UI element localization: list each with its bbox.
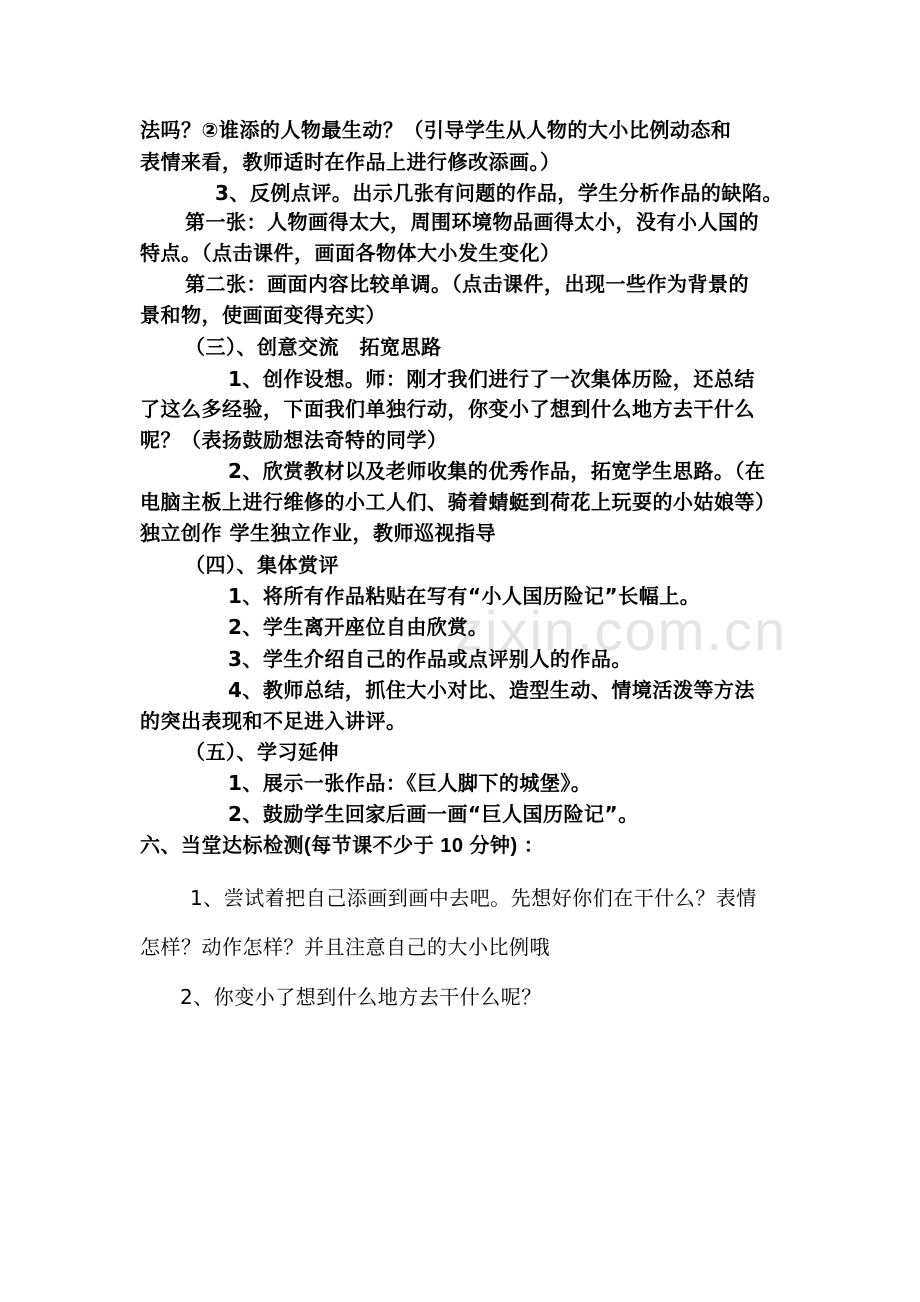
text-line: 独立创作 学生独立作业，教师巡视指导 <box>140 521 496 545</box>
section-heading: 六、当堂达标检测(每节课不少于 10 分钟) ： <box>140 835 545 857</box>
text-line: 2、欣赏教材以及老师收集的优秀作品，拓宽学生思路。（在 <box>228 459 766 483</box>
text-line: 了这么多经验，下面我们单独行动，你变小了想到什么地方去干什么 <box>140 397 755 421</box>
text-line: 的突出表现和不足进入讲评。 <box>140 709 407 733</box>
section-heading: （三）、创意交流 拓宽思路 <box>185 335 442 359</box>
text-line: 2、学生离开座位自由欣赏。 <box>228 615 489 639</box>
text-line: 1、尝试着把自己添画到画中去吧。先想好你们在干什么？表情 <box>190 886 757 910</box>
text-line: 2、你变小了想到什么地方去干什么呢？ <box>180 985 542 1009</box>
text-line: 1、创作设想。师：刚才我们进行了一次集体历险，还总结 <box>228 367 755 391</box>
text-line: 表情来看，教师适时在作品上进行修改添画。） <box>140 150 561 174</box>
section-heading: （五）、学习延伸 <box>185 740 339 764</box>
text-line: 法吗？②谁添的人物最生动？（引导学生从人物的大小比例动态和 <box>140 118 732 142</box>
watermark: zixin.com.cn <box>455 599 788 662</box>
text-line: 3、学生介绍自己的作品或点评别人的作品。 <box>228 647 632 671</box>
text-line: 第二张：画面内容比较单调。（点击课件，出现一些作为背景的 <box>185 272 749 296</box>
text-line: 呢？（表扬鼓励想法奇特的同学） <box>140 428 448 452</box>
text-line: 1、展示一张作品：《巨人脚下的城堡》。 <box>228 771 592 795</box>
text-line: 1、将所有作品粘贴在写有“小人国历险记”长幅上。 <box>228 584 701 608</box>
text-line: 2、鼓励学生回家后画一画“巨人国历险记”。 <box>228 802 639 826</box>
text-line: 怎样？动作怎样？并且注意自己的大小比例哦 <box>140 935 550 959</box>
text-line: 3、反例点评。出示几张有问题的作品，学生分析作品的缺陷。 <box>215 181 783 205</box>
text-line: 第一张：人物画得太大，周围环境物品画得太小，没有小人国的 <box>185 210 759 234</box>
section-heading: （四）、集体赏评 <box>185 553 339 577</box>
text-line: 电脑主板上进行维修的小工人们、骑着蜻蜓到荷花上玩耍的小姑娘等） <box>140 490 776 514</box>
text-line: 特点。（点击课件，画面各物体大小发生变化） <box>140 241 561 265</box>
text-line: 景和物，使画面变得充实） <box>140 303 386 327</box>
text-line: 4、教师总结，抓住大小对比、造型生动、情境活泼等方法 <box>228 678 755 702</box>
